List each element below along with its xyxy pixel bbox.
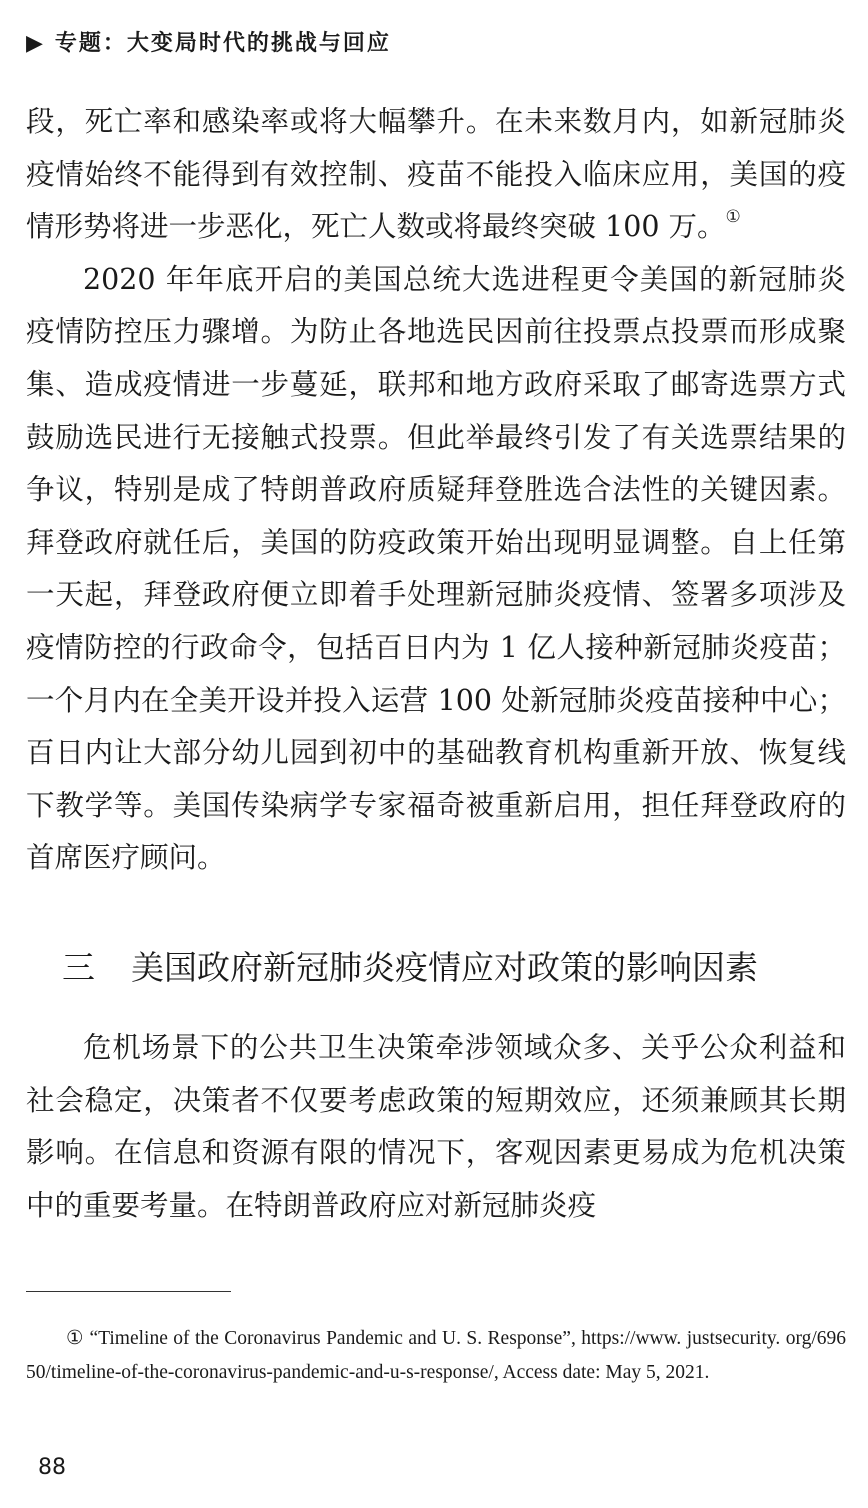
section-number: 三 (62, 948, 95, 987)
triangle-marker-icon: ▶ (26, 31, 45, 56)
paragraph-2: 2020 年年底开启的美国总统大选进程更令美国的新冠肺炎疫情防控压力骤增。为防止各地选民因前往投票点投票而形成聚集、造成疫情进一步蔓延，联邦和地方政府采取了邮寄选票方式鼓励选民进行无接触式投票。但此举最终引发了有关选票结果的争议，特别是成了特朗普政府质疑拜登胜选合法性的关键因素。拜登政府就任后，美国的防疫政策开始出现明显调整。自上任第一天起，拜登政府便立即着手处理新冠肺炎疫情、签署多项涉及疫情防控的行政命令，包括百日内为 1 亿人接种新冠肺炎疫苗；一个月内在全美开设并投入运营 100 处新冠肺炎疫苗接种中心；百日内让大部分幼儿园到初中的基础教育机构重新开放、恢复线下教学等。美国传染病学专家福奇被重新启用，担任拜登政府的首席医疗顾问。 (26, 262, 846, 875)
paragraph-3: 危机场景下的公共卫生决策牵涉领域众多、关乎公众利益和社会稳定，决策者不仅要考虑政策的短期效应，还须兼顾其长期影响。在信息和资源有限的情况下，客观因素更易成为危机决策中的重要考量。在特朗普政府应对新冠肺炎疫 (26, 1031, 846, 1222)
running-header (26, 26, 391, 57)
page-number: 88 (38, 1455, 66, 1480)
footnote-text: ① “Timeline of the Coronavirus Pandemic and U. S. Response”, https://www. justsecurity. org/69650/timeline-of-the-coronavirus-pandemic-and-u-s-response/, Access date: May 5, 2021. (26, 1328, 846, 1383)
paragraph-continued (26, 96, 846, 254)
section-title: 美国政府新冠肺炎疫情应对政策的影响因素 (131, 948, 758, 987)
footnote (26, 1322, 846, 1390)
body-text-bottom (26, 1022, 846, 1232)
header-title: 专题：大变局时代的挑战与回应 (54, 31, 391, 56)
footnote-divider (26, 1291, 231, 1292)
section-heading (62, 942, 758, 989)
paragraph-1-text: 段，死亡率和感染率或将大幅攀升。在未来数月内，如新冠肺炎疫情始终不能得到有效控制、疫苗不能投入临床应用，美国的疫情形势将进一步恶化，死亡人数或将最终突破 100 万。 (26, 105, 846, 244)
body-text-top (26, 96, 846, 885)
footnote-ref[interactable]: ① (725, 207, 741, 228)
